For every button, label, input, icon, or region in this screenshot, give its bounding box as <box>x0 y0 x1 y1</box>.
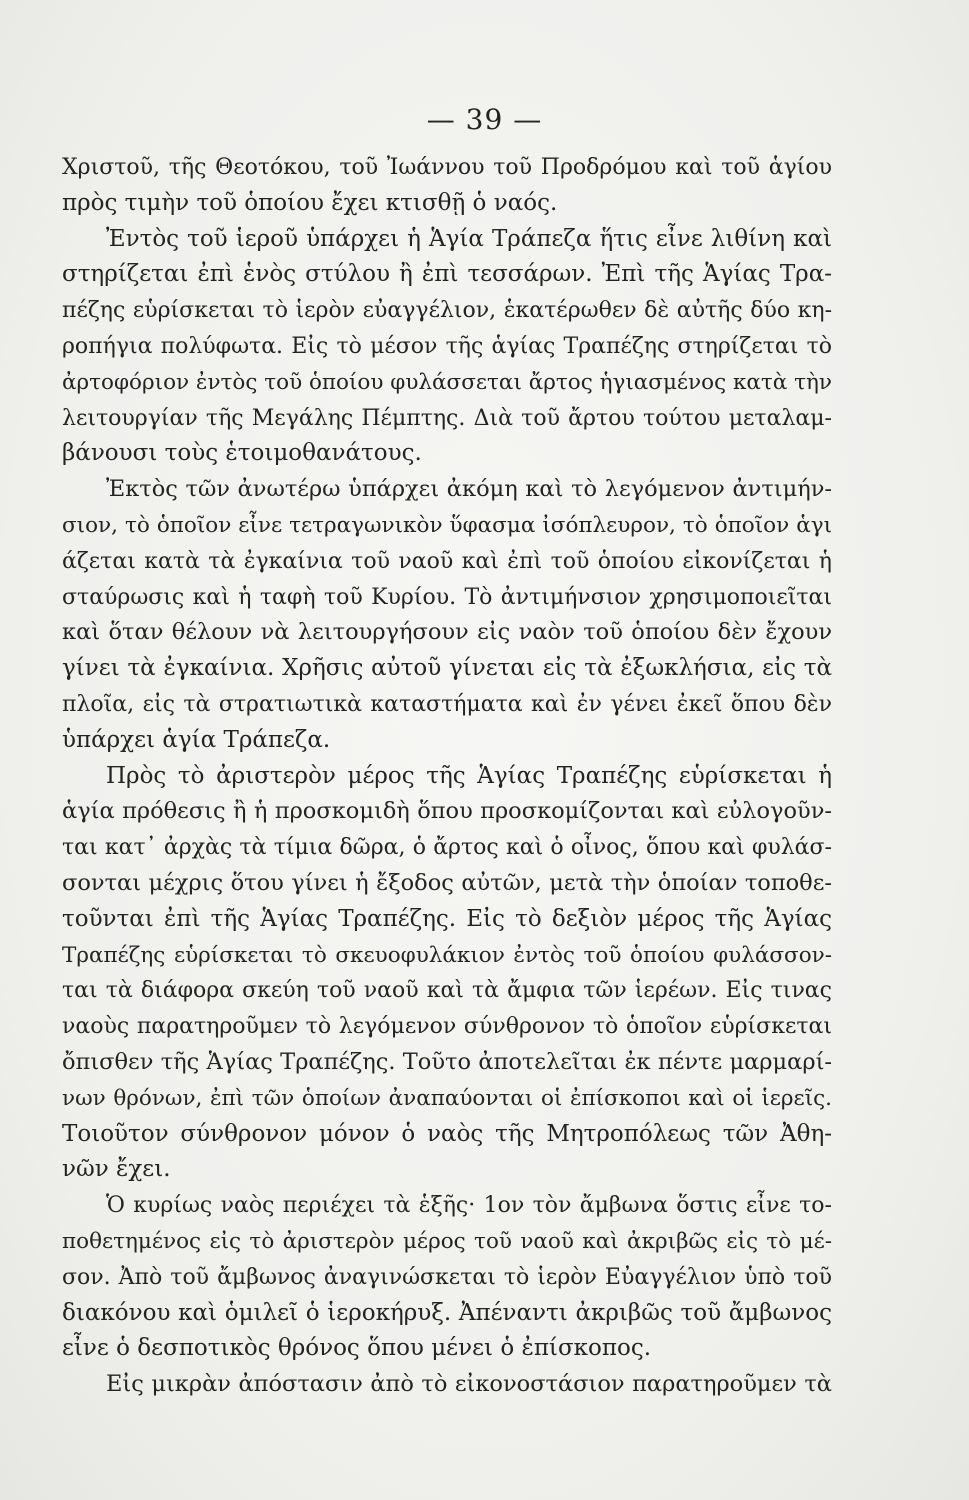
text-line: ποθετημένος εἰς τὸ ἀριστερὸν μέρος τοῦ ναοῦ καὶ ἀκριβῶς εἰς τὸ μέ- <box>62 1228 832 1254</box>
text-line: πρὸς τιμὴν τοῦ ὁποίου ἔχει κτισθῇ ὁ ναός. <box>62 189 558 216</box>
text-line: στηρίζεται ἐπὶ ἑνὸς στύλου ἢ ἐπὶ τεσσάρων. Ἐπὶ τῆς Ἁγίας Τρα- <box>62 261 832 288</box>
text-line: Ἐντὸς τοῦ ἱεροῦ ὑπάρχει ἡ Ἁγία Τράπεζα ἥτις εἶνε λιθίνη καὶ <box>106 225 832 252</box>
body-text <box>62 150 832 1403</box>
text-line: Τοιοῦτον σύνθρονον μόνον ὁ ναὸς τῆς Μητροπόλεως τῶν Ἀθη- <box>62 1120 832 1147</box>
text-line: ροπήγια πολύφωτα. Εἰς τὸ μέσον τῆς ἁγίας Τραπέζης στηρίζεται τὸ <box>62 333 832 359</box>
text-line: Χριστοῦ, τῆς Θεοτόκου, τοῦ Ἰωάννου τοῦ Προδρόμου καὶ τοῦ ἁγίου <box>62 155 832 180</box>
text-line: Πρὸς τὸ ἀριστερὸν μέρος τῆς Ἁγίας Τραπέζης εὑρίσκεται ἡ <box>106 762 832 789</box>
text-line: ται τὰ διάφορα σκεύη τοῦ ναοῦ καὶ τὰ ἄμφια τῶν ἱερέων. Εἰς τινας <box>62 978 832 1004</box>
text-line: Ὁ κυρίως ναὸς περιέχει τὰ ἑξῆς· 1ον τὸν ἄμβωνα ὅστις εἶνε το- <box>106 1193 832 1219</box>
text-line: ναοὺς παρατηροῦμεν τὸ λεγόμενον σύνθρονον τὸ ὁποῖον εὑρίσκεται <box>62 1014 832 1040</box>
text-line: άζεται κατὰ τὰ ἐγκαίνια τοῦ ναοῦ καὶ ἐπὶ τοῦ ὁποίου εἰκονίζεται ἡ <box>62 548 832 574</box>
text-line: γίνει τὰ ἐγκαίνια. Χρῆσις αὐτοῦ γίνεται εἰς τὰ ἐξωκλήσια, εἰς τὰ <box>62 655 832 682</box>
text-line: Τραπέζης εὑρίσκεται τὸ σκευοφυλάκιον ἐντὸς τοῦ ὁποίου φυλάσσον- <box>62 942 832 968</box>
text-line: νῶν ἔχει. <box>62 1156 171 1183</box>
text-line: σον. Ἀπὸ τοῦ ἄμβωνος ἀναγινώσκεται τὸ ἱερὸν Εὐαγγέλιον ὑπὸ τοῦ <box>62 1264 832 1290</box>
text-line: λειτουργίαν τῆς Μεγάλης Πέμπτης. Διὰ τοῦ ἄρτου τούτου μεταλαμ- <box>62 405 832 431</box>
text-line: τοῦνται ἐπὶ τῆς Ἁγίας Τραπέζης. Εἰς τὸ δεξιὸν μέρος τῆς Ἁγίας <box>62 905 832 932</box>
text-line: διακόνου καὶ ὁμιλεῖ ὁ ἱεροκήρυξ. Ἀπέναντι ἀκριβῶς τοῦ ἄμβωνος <box>62 1299 832 1326</box>
text-line: σιον, τὸ ὁποῖον εἶνε τετραγωνικὸν ὕφασμα ἰσόπλευρον, τὸ ὁποῖον ἁγι <box>62 512 832 538</box>
text-line: πέζης εὑρίσκεται τὸ ἱερὸν εὐαγγέλιον, ἑκατέρωθεν δὲ αὐτῆς δύο κη- <box>62 298 832 324</box>
text-line: Εἰς μικρὰν ἀπόστασιν ἀπὸ τὸ εἰκονοστάσιον παρατηροῦμεν τὰ <box>106 1371 832 1398</box>
text-line: Ἐκτὸς τῶν ἀνωτέρω ὑπάρχει ἀκόμη καὶ τὸ λεγόμενον ἀντιμήν- <box>106 476 832 503</box>
text-line: σταύρωσις καὶ ἡ ταφὴ τοῦ Κυρίου. Τὸ ἀντιμήνσιον χρησιμοποιεῖται <box>62 584 832 610</box>
text-line: βάνουσι τοὺς ἑτοιμοθανάτους. <box>62 440 422 467</box>
text-line: ὄπισθεν τῆς Ἁγίας Τραπέζης. Τοῦτο ἀποτελεῖται ἐκ πέντε μαρμαρί- <box>62 1048 832 1075</box>
text-line: ται κατ᾿ ἀρχὰς τὰ τίμια δῶρα, ὁ ἄρτος καὶ ὁ οἶνος, ὅπου καὶ φυλάσ- <box>62 835 832 861</box>
text-line: καὶ ὅταν θέλουν νὰ λειτουργήσουν εἰς ναὸν τοῦ ὁποίου δὲν ἔχουν <box>62 619 832 646</box>
text-line: εἶνε ὁ δεσποτικὸς θρόνος ὅπου μένει ὁ ἐπίσκοπος. <box>62 1335 652 1362</box>
text-line: νων θρόνων, ἐπὶ τῶν ὁποίων ἀναπαύονται οἱ ἐπίσκοποι καὶ οἱ ἱερεῖς. <box>62 1085 832 1111</box>
text-line: ὑπάρχει ἁγία Τράπεζα. <box>62 726 331 753</box>
page-number: — 39 — <box>426 103 543 136</box>
text-line: ἁγία πρόθεσις ἢ ἡ προσκομιδὴ ὅπου προσκομίζονται καὶ εὐλογοῦν- <box>62 798 832 825</box>
text-line: σονται μέχρις ὅτου γίνει ἡ ἔξοδος αὐτῶν, μετὰ τὴν ὁποίαν τοποθε- <box>62 869 832 896</box>
text-line: πλοῖα, εἰς τὰ στρατιωτικὰ καταστήματα καὶ ἐν γένει ἐκεῖ ὅπου δὲν <box>62 691 832 717</box>
text-line: ἀρτοφόριον ἐντὸς τοῦ ὁποίου φυλάσσεται ἄρτος ἡγιασμένος κατὰ τὴν <box>62 369 832 395</box>
